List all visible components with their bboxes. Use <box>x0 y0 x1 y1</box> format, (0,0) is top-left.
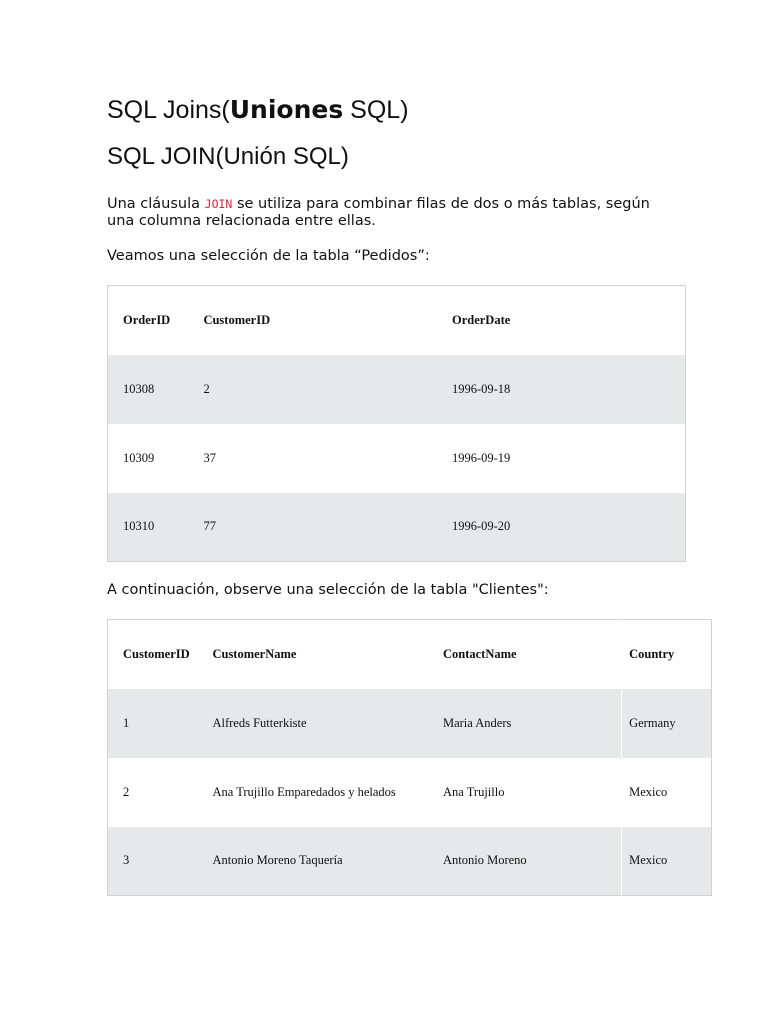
column-header-orderid: OrderID <box>123 312 171 327</box>
table-row <box>108 689 712 758</box>
table-row <box>108 758 712 827</box>
table-cell: 10310 <box>108 493 189 562</box>
table-cell: Alfreds Futterkiste <box>197 689 428 758</box>
table-cell: 1 <box>108 689 198 758</box>
page-title-suffix: SQL) <box>343 96 409 124</box>
table-cell: Mexico <box>622 827 712 896</box>
table-cell: Maria Anders <box>428 689 622 758</box>
join-keyword: JOIN <box>204 197 233 211</box>
table-cell: 2 <box>188 355 437 424</box>
column-header-customername: CustomerName <box>212 646 297 661</box>
table-cell: Ana Trujillo Emparedados y helados <box>212 784 396 799</box>
table-cell: 10309 <box>123 450 155 465</box>
table-header-row <box>108 620 712 689</box>
column-header-customerid: CustomerID <box>203 312 271 327</box>
orders-table <box>107 285 686 562</box>
column-header-contactname: ContactName <box>442 646 517 661</box>
table-row <box>108 493 686 562</box>
intro-text-after: se utiliza para combinar filas de dos o más tablas, según una columna relacionada entre ellas. <box>107 196 650 229</box>
orders-intro-paragraph: Veamos una selección de la tabla “Pedidos”: <box>107 248 430 264</box>
table-cell: 1996-09-18 <box>437 355 686 424</box>
intro-text-before: Una cláusula <box>107 196 205 212</box>
page-title-prefix: SQL Joins( <box>107 96 230 124</box>
table-cell: Antonio Moreno Taquería <box>197 827 428 896</box>
column-header-orderdate: OrderDate <box>451 312 511 327</box>
table-cell: Mexico <box>622 758 712 827</box>
table-header-row <box>108 286 686 355</box>
table-cell: 77 <box>188 493 437 562</box>
table-cell: Ana Trujillo <box>442 784 505 799</box>
section-heading: SQL JOIN(Unión SQL) <box>107 143 349 170</box>
table-row <box>108 424 686 493</box>
column-header-customerid: CustomerID <box>123 646 190 661</box>
table-cell: 1996-09-20 <box>437 493 686 562</box>
table-cell: 3 <box>108 827 198 896</box>
table-cell: 10308 <box>108 355 189 424</box>
customers-table <box>107 619 712 896</box>
table-cell: 37 <box>203 450 216 465</box>
customers-intro-paragraph: A continuación, observe una selección de la tabla "Clientes": <box>107 582 549 598</box>
table-cell: Antonio Moreno <box>428 827 622 896</box>
table-cell: 2 <box>123 784 130 799</box>
column-header-country: Country <box>622 620 712 689</box>
page-title-bold: Uniones <box>229 95 344 124</box>
intro-paragraph <box>107 196 667 230</box>
table-row <box>108 355 686 424</box>
table-cell: 1996-09-19 <box>451 450 511 465</box>
table-row <box>108 827 712 896</box>
page-title <box>107 91 409 129</box>
table-cell: Germany <box>622 689 712 758</box>
